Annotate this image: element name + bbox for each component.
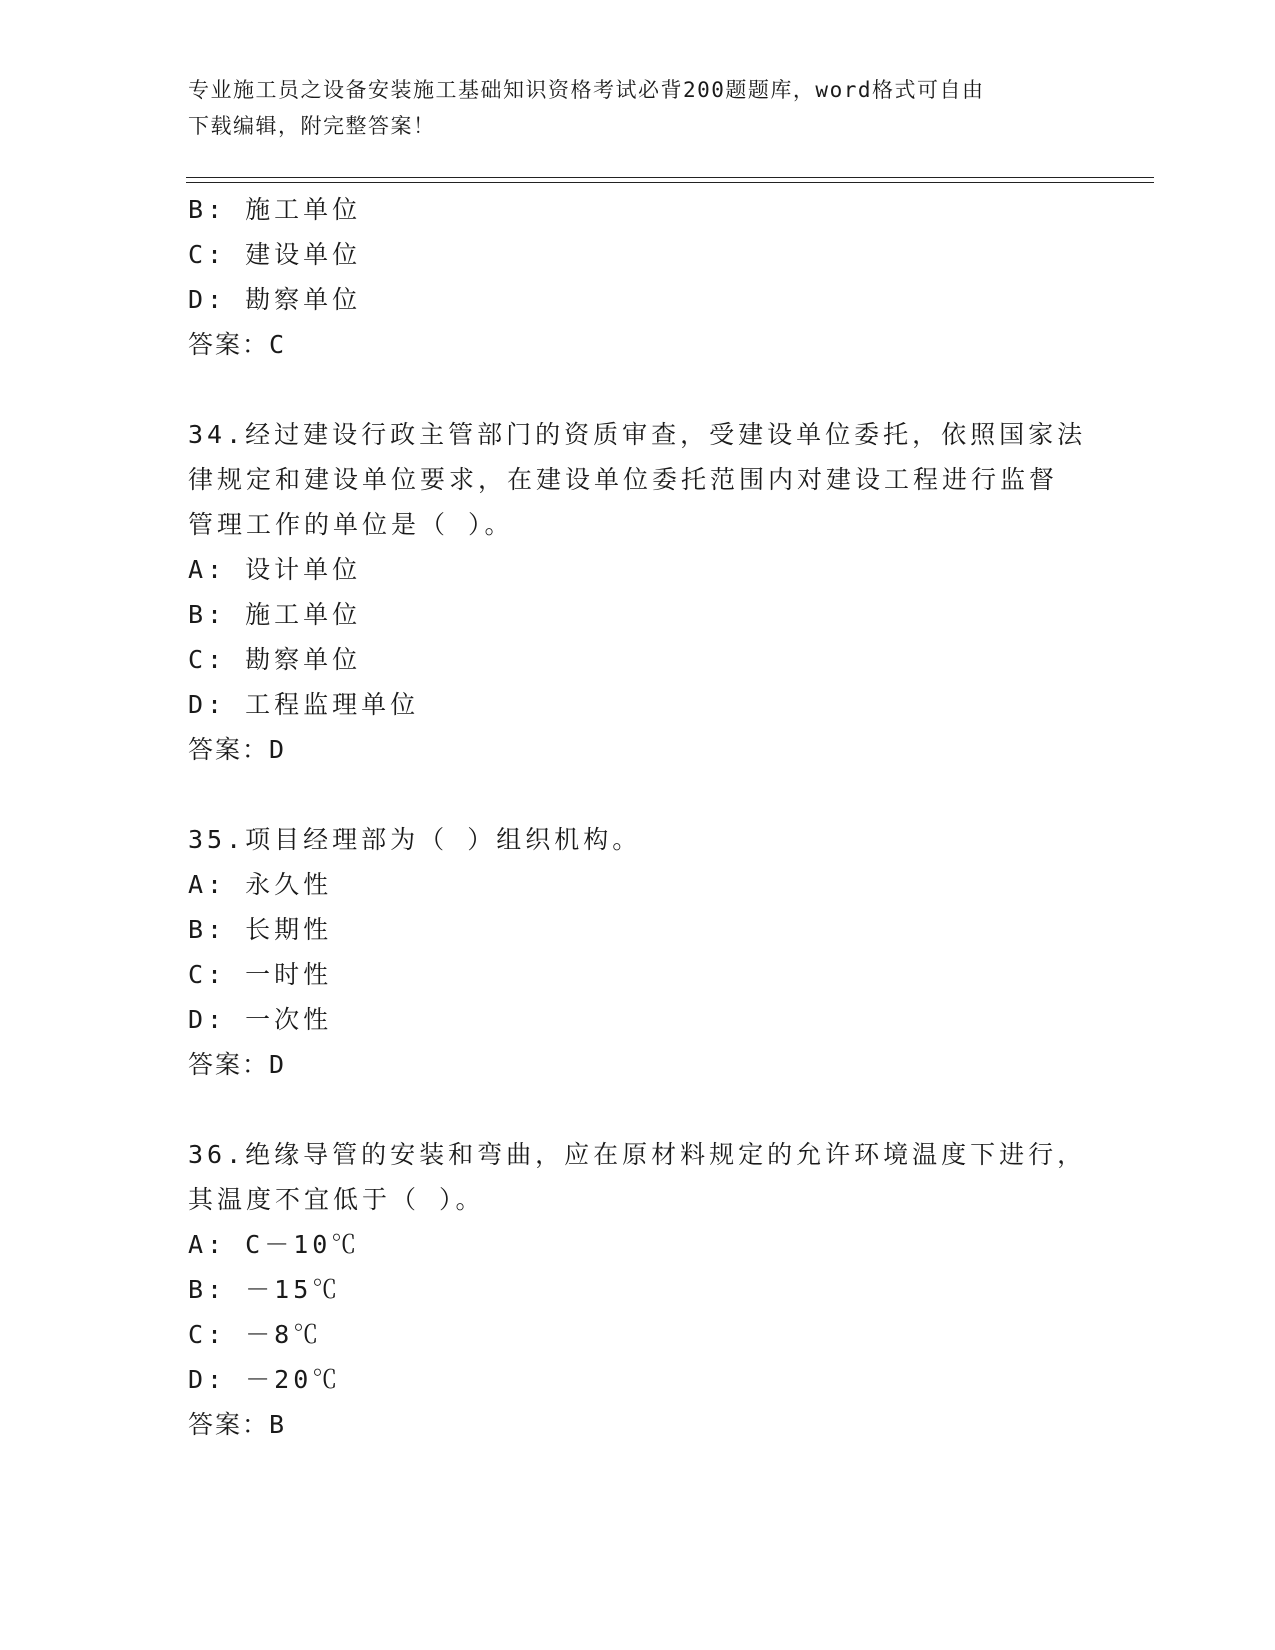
option-line: C: －8℃ — [188, 1320, 323, 1349]
option-line: D: －20℃ — [188, 1365, 342, 1394]
option-line: C: 勘察单位 — [188, 645, 362, 674]
option-line: B: －15℃ — [188, 1275, 342, 1304]
document-header — [188, 72, 1078, 144]
option-line: B: 施工单位 — [188, 195, 362, 224]
option-line: B: 施工单位 — [188, 600, 362, 629]
option-line: D: 勘察单位 — [188, 285, 362, 314]
header-line-1: 专业施工员之设备安装施工基础知识资格考试必背200题题库，word格式可自由 — [188, 78, 985, 102]
option-line: A: C－10℃ — [188, 1230, 361, 1259]
option-line: B: 长期性 — [188, 915, 333, 944]
header-divider-bottom — [186, 182, 1154, 183]
answer-line: 答案：C — [188, 330, 287, 359]
option-line: C: 建设单位 — [188, 240, 362, 269]
option-line: A: 设计单位 — [188, 555, 362, 584]
option-line: D: 一次性 — [188, 1005, 333, 1034]
header-line-2: 下载编辑，附完整答案！ — [188, 114, 436, 138]
question-stem-line: 其温度不宜低于（ ）。 — [188, 1185, 485, 1214]
question-stem-line: 35.项目经理部为（ ）组织机构。 — [188, 825, 642, 854]
answer-line: 答案：B — [188, 1410, 287, 1439]
answer-line: 答案：D — [188, 1050, 287, 1079]
option-line: D: 工程监理单位 — [188, 690, 420, 719]
option-line: A: 永久性 — [188, 870, 333, 899]
question-stem-line: 34.经过建设行政主管部门的资质审查，受建设单位委托，依照国家法 — [188, 420, 1087, 449]
option-line: C: 一时性 — [188, 960, 333, 989]
answer-line: 答案：D — [188, 735, 287, 764]
question-stem-line: 36.绝缘导管的安装和弯曲，应在原材料规定的允许环境温度下进行， — [188, 1140, 1087, 1169]
header-divider-top — [186, 177, 1154, 178]
question-stem-line: 律规定和建设单位要求，在建设单位委托范围内对建设工程进行监督 — [188, 465, 1059, 494]
question-stem-line: 管理工作的单位是（ ）。 — [188, 510, 514, 539]
